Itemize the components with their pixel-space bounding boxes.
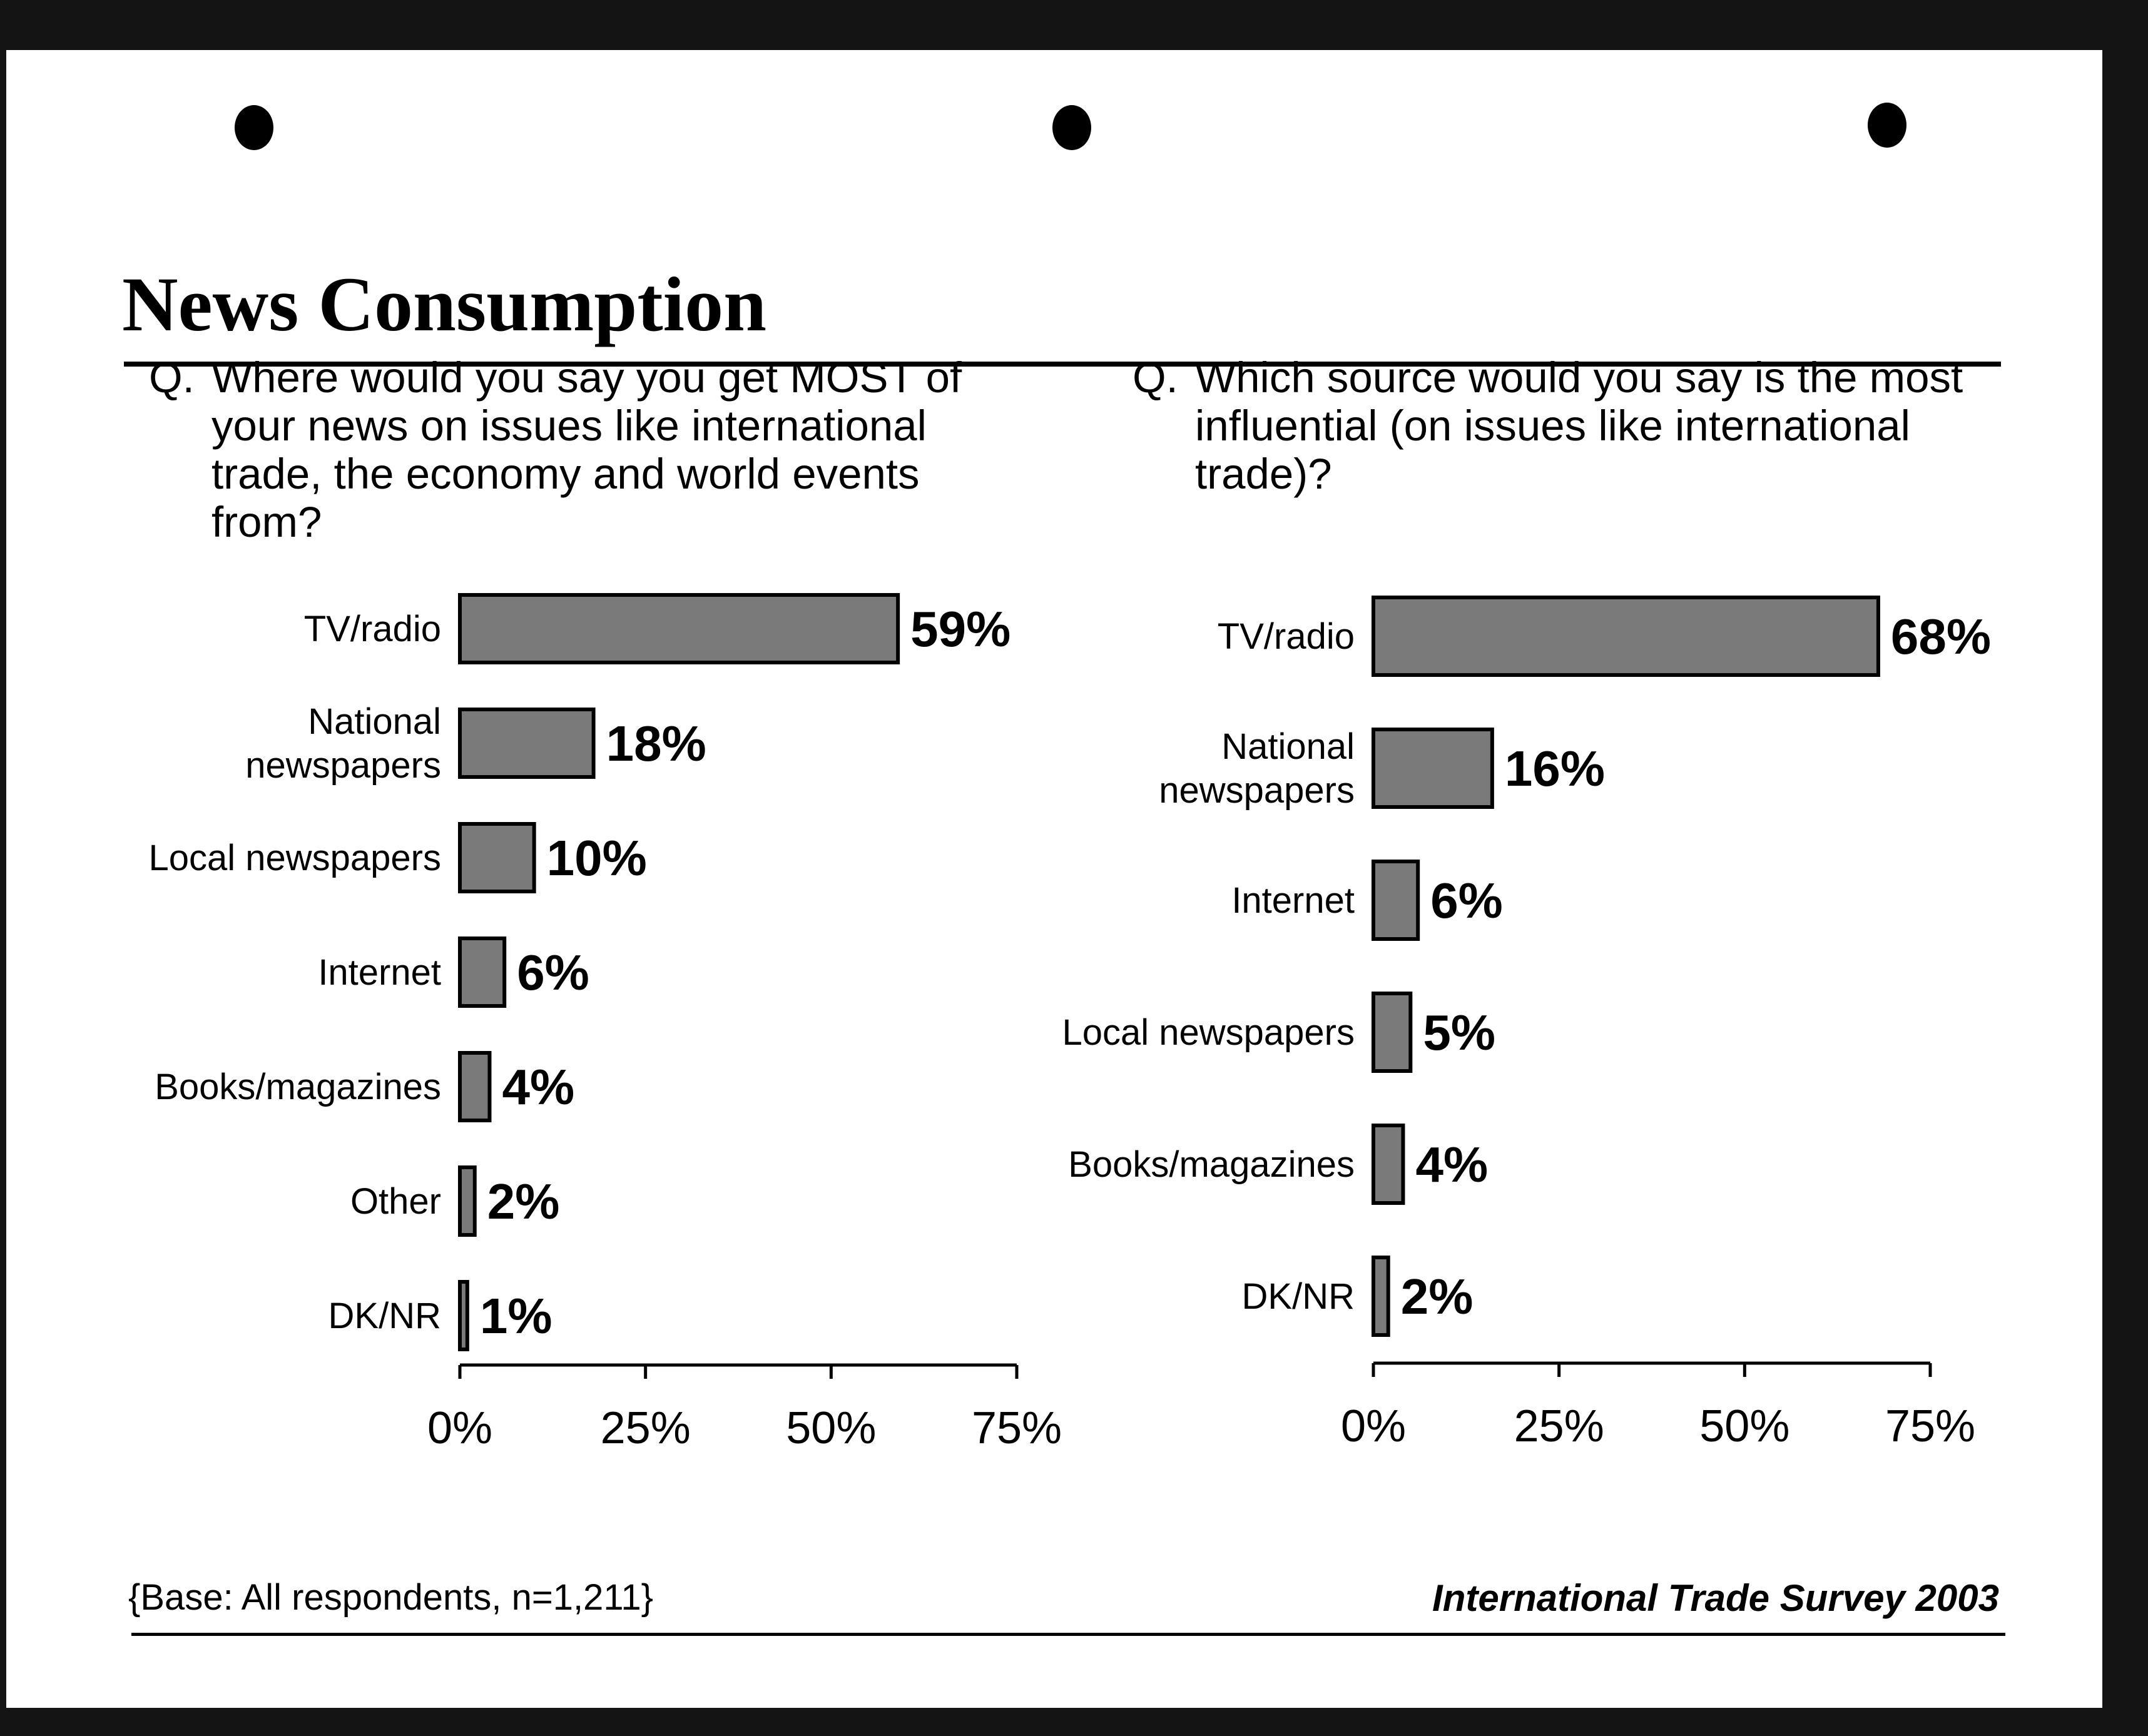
footer-divider (131, 1633, 2005, 1636)
value-label-1-4: 4% (1415, 1137, 1489, 1192)
x-tick-label-1-1: 25% (1514, 1401, 1604, 1451)
x-tick-label-0-0: 0% (427, 1403, 493, 1453)
value-label-0-2: 10% (546, 830, 647, 886)
category-label-1-5: DK/NR (1241, 1276, 1355, 1317)
category-label-0-3: Internet (318, 952, 441, 993)
value-label-0-1: 18% (606, 716, 706, 771)
category-label-0-2: Local newspapers (148, 838, 441, 878)
category-label-0-6: DK/NR (328, 1296, 441, 1336)
x-tick-label-0-1: 25% (600, 1403, 691, 1453)
value-label-0-3: 6% (517, 945, 589, 1000)
footer-source: International Trade Survey 2003 (1432, 1577, 1999, 1619)
value-label-0-5: 2% (487, 1174, 560, 1229)
value-label-0-0: 59% (910, 601, 1011, 657)
bar-1-5 (1373, 1257, 1388, 1335)
chart-right (6, 50, 2071, 1551)
category-label-0-1: National newspapers (245, 701, 441, 786)
category-label-0-5: Other (350, 1181, 441, 1222)
category-label-1-4: Books/magazines (1068, 1144, 1355, 1185)
question-left-text: Where would you say you get MOST of your news on issues like international trade, the economy and world events from? (211, 353, 962, 546)
footer-base-note: {Base: All respondents, n=1,211} (128, 1577, 653, 1618)
category-label-0-4: Books/magazines (155, 1067, 441, 1107)
category-label-1-1: National newspapers (1159, 726, 1355, 811)
survey-page (6, 50, 2102, 1708)
bar-1-4 (1373, 1125, 1403, 1203)
bar-1-0 (1373, 597, 1878, 675)
bar-1-3 (1373, 993, 1410, 1071)
category-label-0-0: TV/radio (303, 609, 441, 649)
category-label-1-2: Internet (1231, 880, 1355, 921)
bar-1-1 (1373, 729, 1492, 807)
x-tick-label-1-3: 75% (1885, 1401, 1976, 1451)
bar-1-2 (1373, 861, 1418, 939)
question-right-text: Which source would you say is the most influential (on issues like international trade)? (1195, 353, 1963, 498)
x-tick-label-0-3: 75% (971, 1403, 1062, 1453)
value-label-1-1: 16% (1504, 741, 1605, 796)
x-tick-label-0-2: 50% (786, 1403, 877, 1453)
category-label-1-3: Local newspapers (1062, 1012, 1355, 1053)
x-tick-label-1-0: 0% (1340, 1401, 1407, 1451)
value-label-1-0: 68% (1890, 609, 1992, 664)
category-label-1-0: TV/radio (1217, 616, 1355, 657)
value-label-1-5: 2% (1400, 1269, 1474, 1324)
question-left-prefix: Q. (149, 353, 195, 402)
value-label-0-6: 1% (479, 1288, 552, 1344)
page-title: News Consumption (122, 261, 767, 347)
value-label-1-3: 5% (1423, 1005, 1495, 1060)
x-tick-label-1-2: 50% (1699, 1401, 1790, 1451)
value-label-1-2: 6% (1430, 873, 1503, 928)
value-label-0-4: 4% (502, 1059, 575, 1115)
question-right-prefix: Q. (1133, 353, 1178, 402)
